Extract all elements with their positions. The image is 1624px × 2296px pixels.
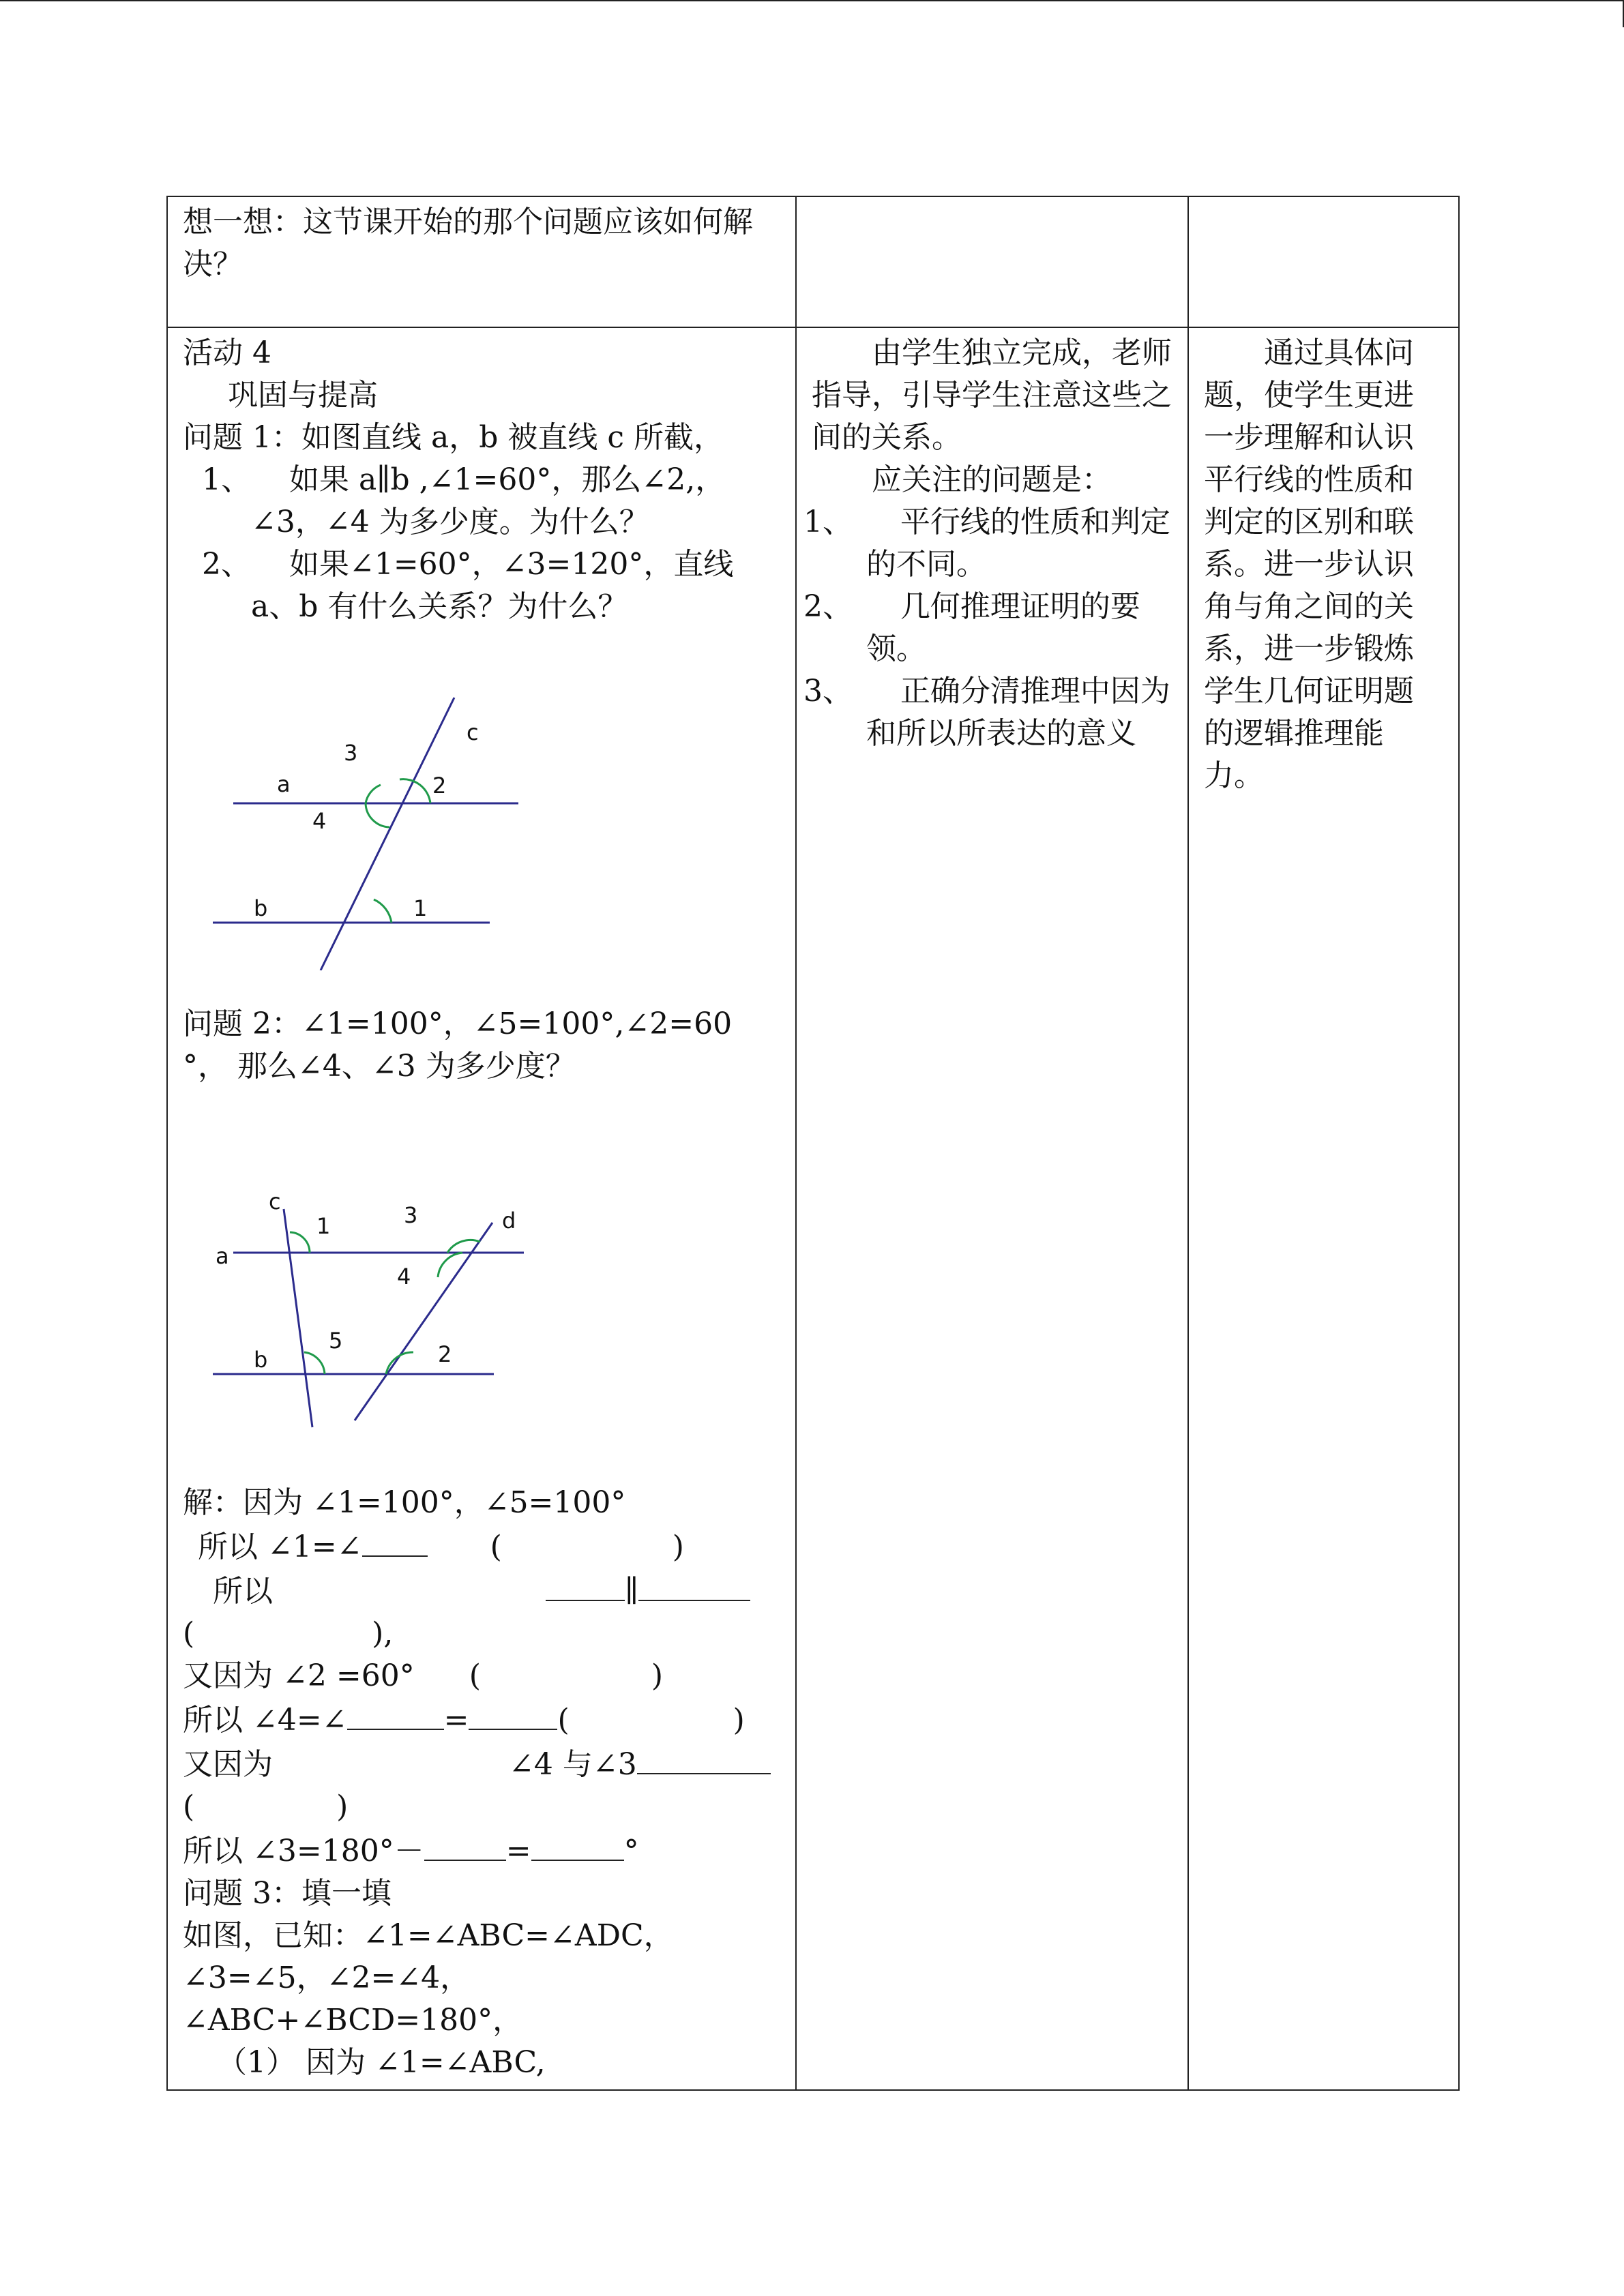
item-number: 2、 [202, 547, 251, 582]
solution-line-4 [183, 1613, 780, 1655]
text: 所以 [213, 1574, 273, 1609]
teacher-focus: 应关注的问题是： [872, 462, 1112, 497]
text: ), [372, 1616, 394, 1651]
answer-blank[interactable] [347, 1697, 444, 1730]
label-2: 2 [438, 1341, 452, 1367]
question-2-line-1: 问题 2：∠1=100°，∠5=100°,∠2=60 [183, 1007, 733, 1041]
table-row [167, 196, 1459, 327]
think-cell [167, 196, 796, 327]
question-2-line-2: °， 那么∠4、∠3 为多少度？ [183, 1049, 576, 1084]
solution [183, 1482, 780, 1873]
label-3: 3 [404, 1202, 418, 1228]
label-a: a [277, 771, 291, 797]
figure-1-parallel-lines [195, 684, 577, 970]
answer-blank[interactable] [469, 1697, 557, 1730]
label-3: 3 [344, 740, 358, 766]
teacher-intro: 由学生独立完成，老师指导，引导学生注意这些之间的关系。 [812, 336, 1172, 455]
question-3-text: 如图，已知：∠1=∠ABC=∠ADC，∠3=∠5，∠2=∠4，∠ABC+∠BCD=180°， [183, 1918, 674, 2038]
text: ( [557, 1703, 570, 1738]
answer-blank[interactable] [637, 1742, 771, 1774]
text: ( [183, 1789, 195, 1824]
text: 所以 ∠3=180°－ [183, 1834, 424, 1868]
question-1-item-1 [183, 459, 780, 543]
question-1: 问题 1：如图直线 a，b 被直线 c 所截， [183, 420, 724, 455]
page-top-rule [0, 0, 1624, 1]
item-text: 如果∠1=60°，∠3=120°，直线 a、b 有什么关系？为什么？ [251, 547, 734, 624]
text: = [505, 1834, 531, 1868]
solution-line-1: 解：因为 ∠1=100°，∠5=100° [183, 1485, 626, 1520]
question-3-step-1: （1） 因为 ∠1=∠ABC, [217, 2045, 546, 2080]
item-text: 几何推理证明的要领。 [866, 589, 1140, 666]
text: 又因为 ∠2 =60° [183, 1658, 415, 1693]
item-number: 2、 [803, 589, 853, 624]
item-text: 正确分清推理中因为和所以所表达的意义 [866, 674, 1170, 751]
teacher-item-2 [803, 586, 1172, 670]
solution-line-3 [183, 1568, 780, 1613]
text: ∠4 与∠3 [509, 1747, 637, 1782]
label-c: c [269, 1189, 281, 1214]
empty-cell [1188, 196, 1459, 327]
purpose-text: 通过具体问题，使学生更进一步理解和认识平行线的性质和判定的区别和联系。进一步认识角与角之间的关系，进一步锻炼学生几何证明题的逻辑推理能力。 [1204, 336, 1414, 793]
label-5: 5 [329, 1328, 343, 1354]
teacher-item-3 [803, 670, 1172, 755]
text: ∥ [625, 1574, 639, 1609]
activity-title: 活动 4 [183, 336, 271, 370]
label-4: 4 [312, 808, 327, 834]
text: ) [733, 1703, 745, 1738]
item-number: 3、 [803, 674, 853, 709]
table-row [167, 327, 1459, 2090]
solution-line-2 [183, 1524, 780, 1568]
item-text: 平行线的性质和判定的不同。 [866, 505, 1170, 582]
item-number: 1、 [202, 462, 251, 497]
text: ° [623, 1834, 639, 1868]
activity-subtitle: 巩固与提高 [228, 378, 378, 413]
item-text: 如果 a∥b ,∠1=60°，那么∠2,，∠3，∠4 为多少度。为什么？ [251, 462, 726, 539]
answer-blank[interactable] [531, 1828, 624, 1861]
figure-2-parallel-lines [195, 1182, 577, 1441]
label-4: 4 [397, 1264, 411, 1289]
question-1-item-2 [183, 543, 780, 628]
text: ( [469, 1658, 481, 1693]
solution-line-6 [183, 1697, 780, 1742]
answer-blank[interactable] [638, 1568, 750, 1601]
answer-blank[interactable] [424, 1828, 506, 1861]
answer-blank[interactable] [362, 1524, 428, 1557]
activity-cell [167, 327, 796, 2090]
text: 又因为 [183, 1747, 273, 1782]
text: ( [490, 1530, 502, 1564]
label-b: b [254, 1347, 268, 1373]
solution-line-7 [183, 1742, 780, 1786]
question-3-title: 问题 3：填一填 [183, 1876, 392, 1911]
label-c: c [467, 719, 479, 745]
text: ) [336, 1789, 349, 1824]
text: = [443, 1703, 469, 1738]
solution-line-8 [183, 1786, 780, 1828]
answer-blank[interactable] [546, 1568, 625, 1601]
label-d: d [502, 1208, 516, 1234]
text: 所以 ∠1=∠ [198, 1530, 362, 1564]
empty-cell [796, 196, 1188, 327]
solution-line-9 [183, 1828, 780, 1873]
label-1: 1 [316, 1213, 331, 1239]
label-b: b [254, 895, 268, 921]
label-2: 2 [432, 773, 447, 799]
text: ( [183, 1616, 195, 1651]
item-number: 1、 [803, 505, 853, 539]
teacher-guidance-cell [796, 327, 1188, 2090]
lesson-table [166, 196, 1460, 2091]
text: ) [672, 1530, 684, 1564]
text: ) [651, 1658, 664, 1693]
label-1: 1 [413, 895, 428, 921]
think-text: 想一想：这节课开始的那个问题应该如何解决？ [183, 205, 753, 282]
solution-line-5 [183, 1655, 780, 1697]
text: 所以 ∠4=∠ [183, 1703, 347, 1738]
label-a: a [216, 1243, 229, 1269]
design-purpose-cell [1188, 327, 1459, 2090]
teacher-item-1 [803, 501, 1172, 586]
